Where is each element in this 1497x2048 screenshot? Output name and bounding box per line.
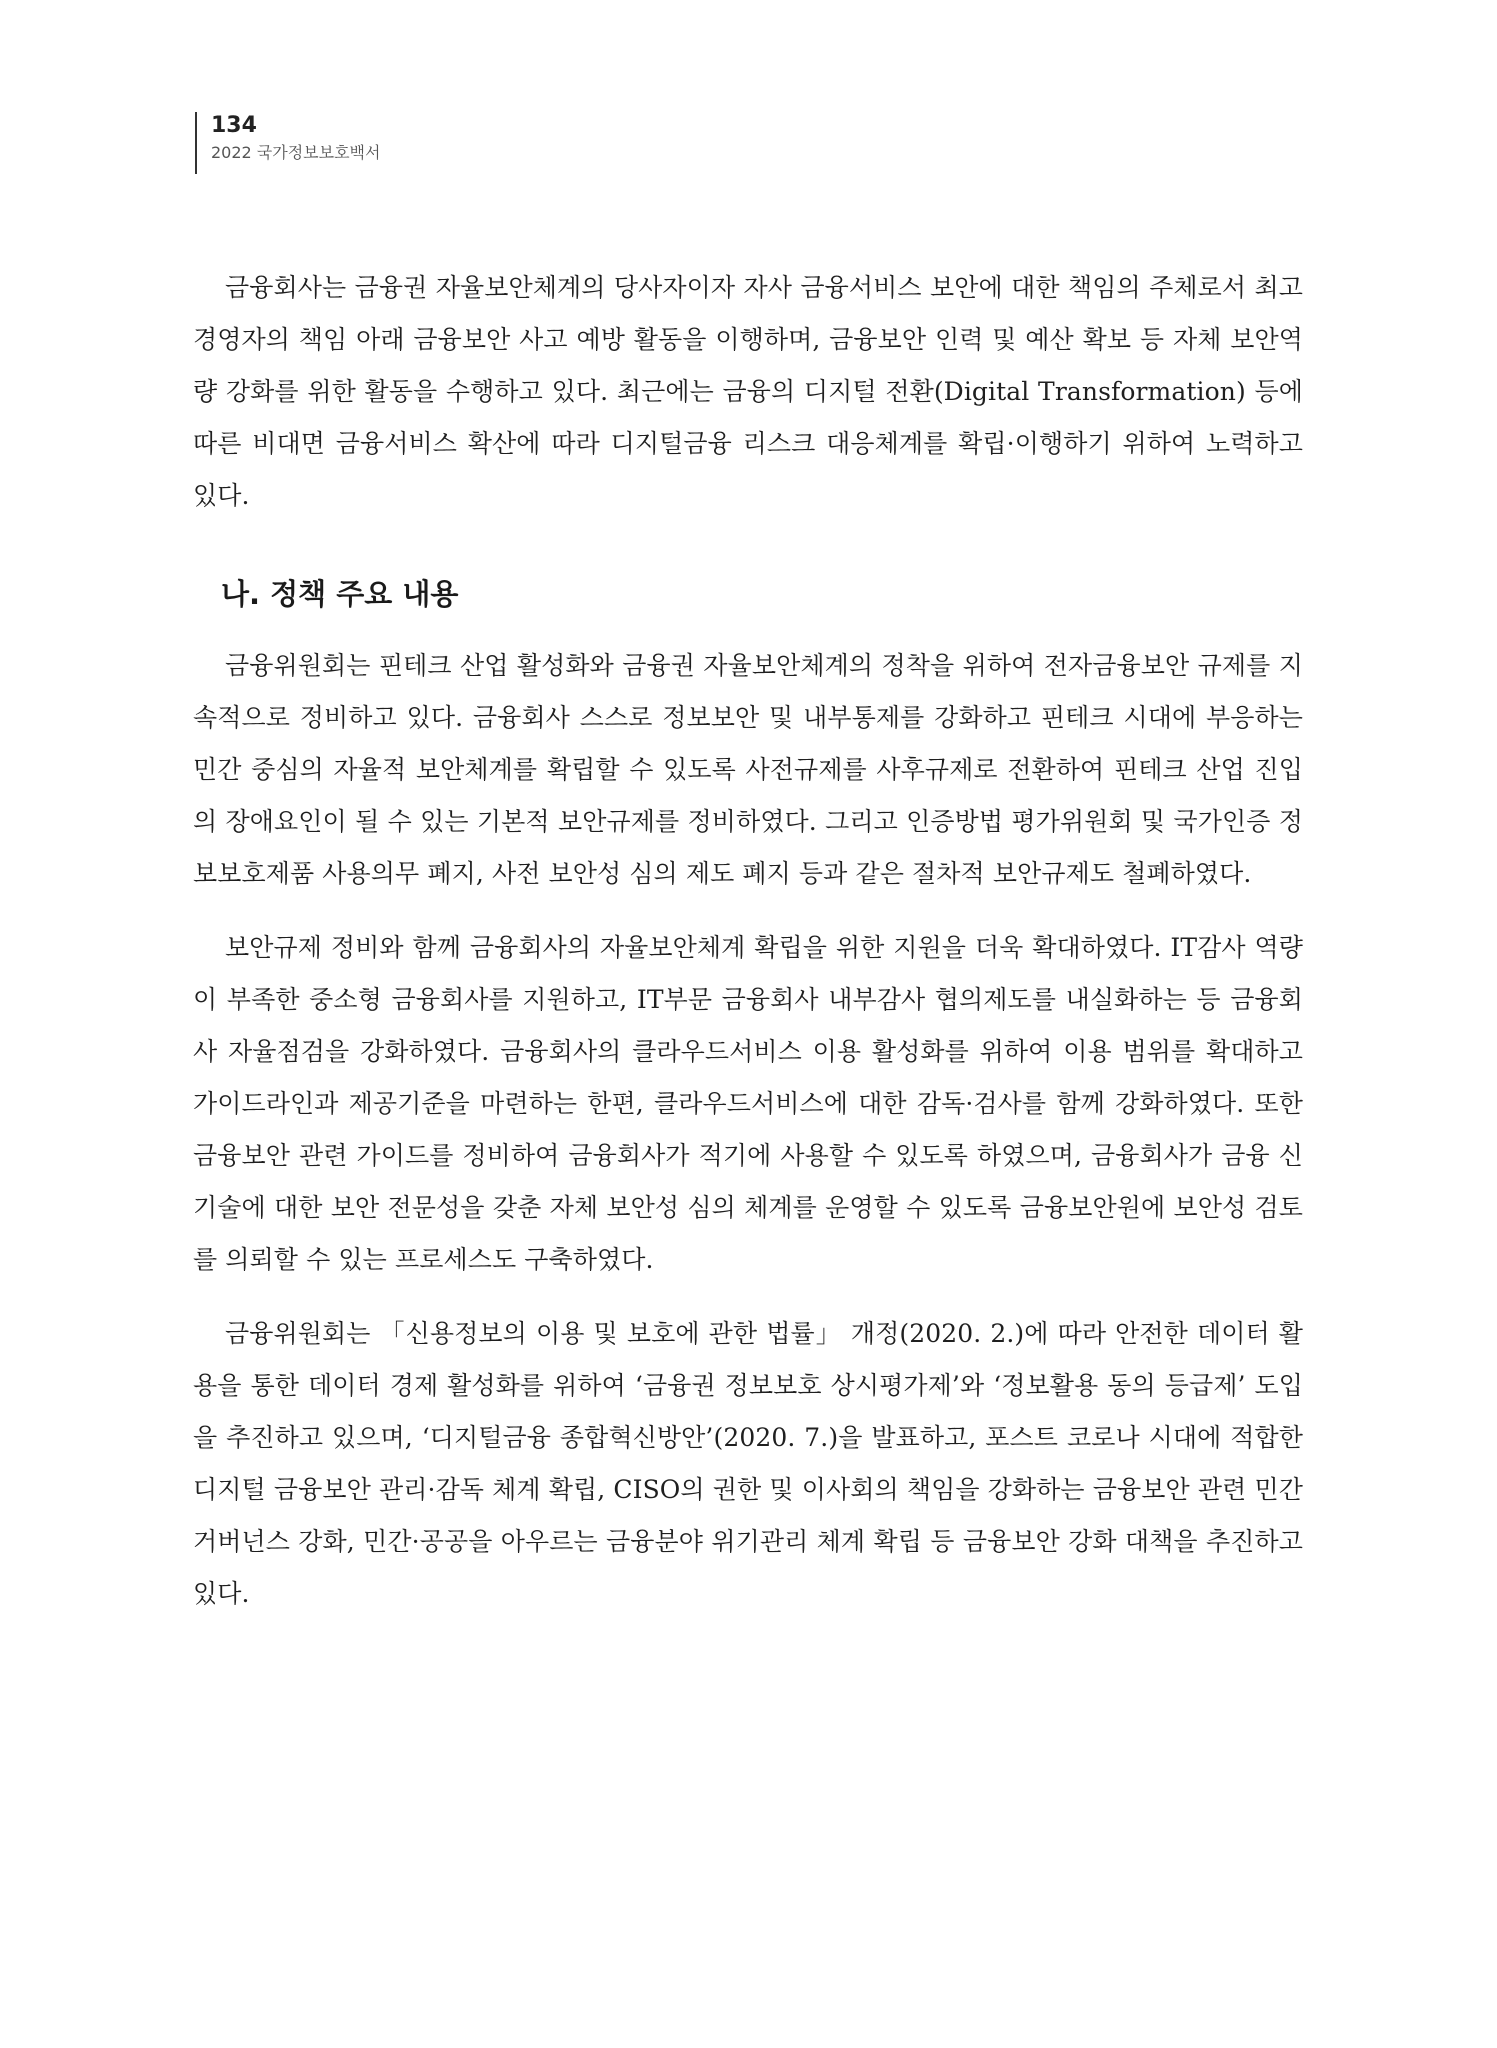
book-title: 2022 국가정보보호백서: [211, 143, 381, 162]
body-paragraph: 금융위원회는 핀테크 산업 활성화와 금융권 자율보안체계의 정착을 위하여 전자금융보안 규제를 지속적으로 정비하고 있다. 금융회사 스스로 정보보안 및 내부통제를 강화하고 핀테크 시대에 부응하는 민간 중심의 자율적 보안체계를 확립할 수 있도록 사전규제를 사후규제로 전환하여 핀테크 산업 진입의 장애요인이 될 수 있는 기본적 보안규제를 정비하였다. 그리고 인증방법 평가위원회 및 국가인증 정보보호제품 사용의무 폐지, 사전 보안성 심의 제도 폐지 등과 같은 절차적 보안규제도 철폐하였다.: [193, 651, 1303, 888]
page-body: [193, 262, 1303, 1642]
body-paragraph: 금융위원회는 「신용정보의 이용 및 보호에 관한 법률」 개정(2020. 2.)에 따라 안전한 데이터 활용을 통한 데이터 경제 활성화를 위하여 ‘금융권 정보보호 상시평가제’와 ‘정보활용 동의 등급제’ 도입을 추진하고 있으며, ‘디지털금융 종합혁신방안’(2020. 7.)을 발표하고, 포스트 코로나 시대에 적합한 디지털 금융보안 관리·감독 체계 확립, CISO의 권한 및 이사회의 책임을 강화하는 금융보안 관련 민간 거버넌스 강화, 민간·공공을 아우르는 금융분야 위기관리 체계 확립 등 금융보안 강화 대책을 추진하고 있다.: [193, 1319, 1303, 1608]
body-paragraph: 금융회사는 금융권 자율보안체계의 당사자이자 자사 금융서비스 보안에 대한 책임의 주체로서 최고경영자의 책임 아래 금융보안 사고 예방 활동을 이행하며, 금융보안 인력 및 예산 확보 등 자체 보안역량 강화를 위한 활동을 수행하고 있다. 최근에는 금융의 디지털 전환(Digital Transformation) 등에 따른 비대면 금융서비스 확산에 따라 디지털금융 리스크 대응체계를 확립·이행하기 위하여 노력하고 있다.: [193, 273, 1303, 510]
page-number: 134: [211, 113, 257, 138]
running-header: [195, 112, 380, 174]
section-heading: 나. 정책 주요 내용: [221, 577, 459, 611]
body-paragraph: 보안규제 정비와 함께 금융회사의 자율보안체계 확립을 위한 지원을 더욱 확대하였다. IT감사 역량이 부족한 중소형 금융회사를 지원하고, IT부문 금융회사 내부감사 협의제도를 내실화하는 등 금융회사 자율점검을 강화하였다. 금융회사의 클라우드서비스 이용 활성화를 위하여 이용 범위를 확대하고 가이드라인과 제공기준을 마련하는 한편, 클라우드서비스에 대한 감독·검사를 함께 강화하였다. 또한 금융보안 관련 가이드를 정비하여 금융회사가 적기에 사용할 수 있도록 하였으며, 금융회사가 금융 신기술에 대한 보안 전문성을 갖춘 자체 보안성 심의 체계를 운영할 수 있도록 금융보안원에 보안성 검토를 의뢰할 수 있는 프로세스도 구축하였다.: [193, 933, 1303, 1274]
